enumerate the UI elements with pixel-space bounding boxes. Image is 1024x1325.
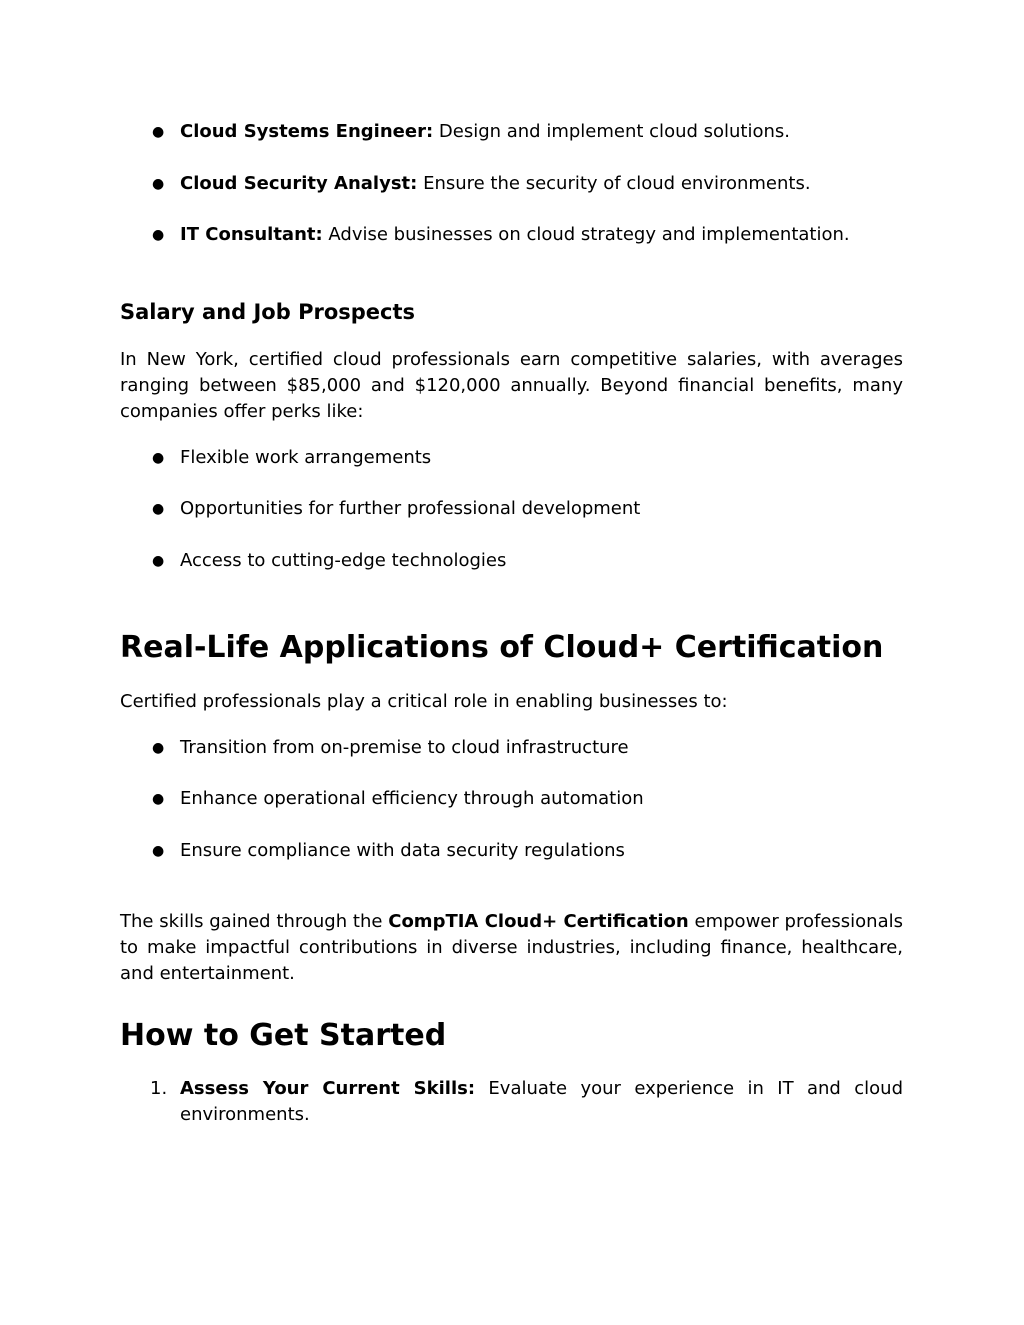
list-item-term: IT Consultant: (180, 224, 323, 245)
list-item-term: Assess Your Current Skills: (180, 1078, 476, 1099)
list-item-text: Flexible work arrangements (180, 447, 432, 468)
list-item (120, 838, 903, 864)
bullet-icon: ● (152, 843, 165, 859)
bullet-icon: ● (152, 740, 165, 756)
list-item (120, 171, 903, 197)
numbered-list-item (120, 1076, 903, 1128)
certification-name: CompTIA Cloud+ Certification (388, 911, 689, 932)
list-item-desc: Ensure the security of cloud environments. (417, 173, 811, 194)
list-item (120, 735, 903, 761)
applications-closing-paragraph: The skills gained through the CompTIA Cloud+ Certification empower professionals to make impactful contributions in diverse industries, including finance, healthcare, and entertainment. (120, 911, 903, 984)
list-item (120, 496, 903, 522)
bullet-icon: ● (152, 553, 165, 569)
section-heading-applications: Real-Life Applications of Cloud+ Certification (120, 630, 884, 665)
list-item-text: Ensure compliance with data security regulations (180, 840, 625, 861)
list-item-text: Opportunities for further professional development (180, 498, 641, 519)
list-item (120, 445, 903, 471)
list-item-desc: Design and implement cloud solutions. (433, 121, 791, 142)
salary-paragraph: In New York, certified cloud professionals earn competitive salaries, with averages ranging between $85,000 and $120,000 annually. Beyond financial benefits, many companies offer perks like: (120, 349, 903, 422)
bullet-icon: ● (152, 176, 165, 192)
list-number: 1. (150, 1078, 168, 1099)
list-item-text: Transition from on-premise to cloud infrastructure (180, 737, 629, 758)
section-heading-get-started: How to Get Started (120, 1018, 447, 1053)
bullet-icon: ● (152, 124, 165, 140)
section-heading-salary: Salary and Job Prospects (120, 300, 416, 324)
bullet-icon: ● (152, 501, 165, 517)
applications-intro: Certified professionals play a critical role in enabling businesses to: (120, 691, 728, 712)
bullet-icon: ● (152, 227, 165, 243)
list-item-term: Cloud Systems Engineer: (180, 121, 434, 142)
list-item-text: Access to cutting-edge technologies (180, 550, 507, 571)
list-item (120, 119, 903, 145)
list-item-desc: Evaluate your experience in IT and cloud environments. (180, 1078, 903, 1125)
list-item-text: Enhance operational efficiency through automation (180, 788, 644, 809)
list-item (120, 786, 903, 812)
list-item (120, 222, 903, 248)
list-item-desc: Advise businesses on cloud strategy and implementation. (322, 224, 850, 245)
bullet-icon: ● (152, 450, 165, 466)
list-item (120, 548, 903, 574)
bullet-icon: ● (152, 791, 165, 807)
list-item-term: Cloud Security Analyst: (180, 173, 418, 194)
